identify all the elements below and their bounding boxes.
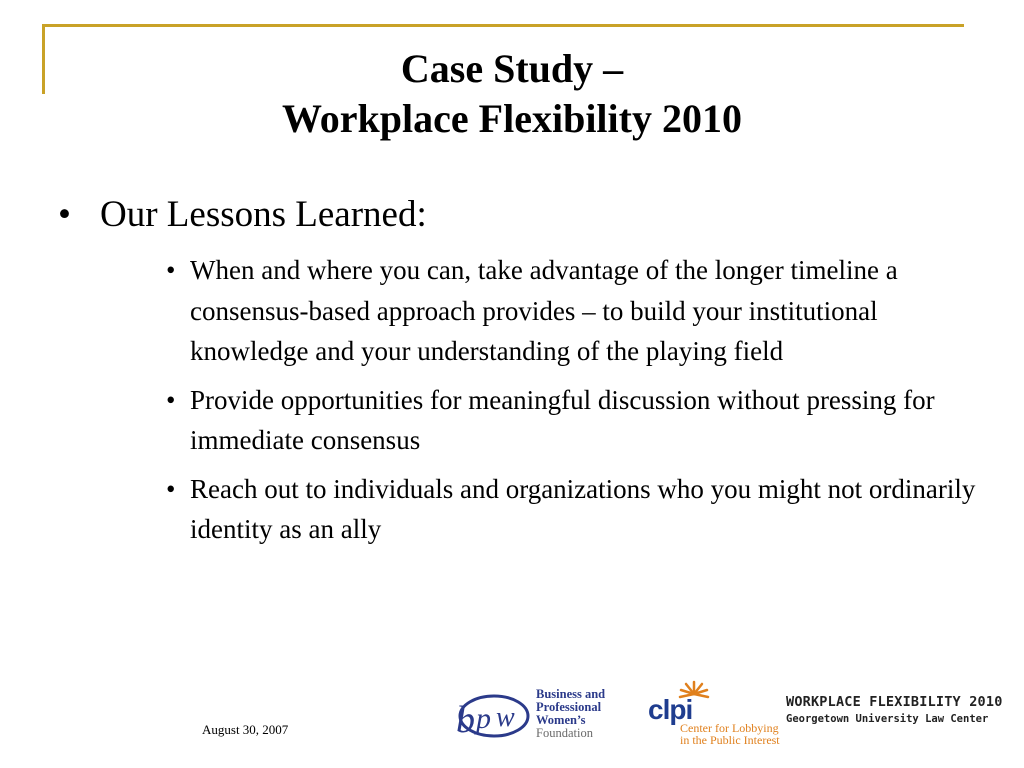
sub-bullet-item — [166, 380, 976, 461]
bullet-icon: • — [166, 473, 176, 504]
bpw-foundation-logo — [450, 686, 630, 746]
wf-logo-line-2: Georgetown University Law Center — [786, 713, 989, 725]
clpi-sub-line-1: Center for Lobbying — [680, 721, 779, 735]
slide-title — [0, 44, 1024, 144]
sub-bullet-item — [166, 469, 976, 550]
sub-bullet-list — [166, 250, 976, 558]
clpi-wordmark: clpi — [648, 694, 693, 725]
workplace-flexibility-logo — [786, 694, 1006, 725]
frame-top-rule — [42, 24, 964, 27]
bullet-icon: • — [166, 384, 176, 415]
bpw-logo-text — [536, 688, 605, 740]
sub-bullet-text: Provide opportunities for meaningful discussion without pressing for immediate consensus — [190, 384, 935, 455]
title-line-1: Case Study – — [400, 46, 624, 91]
bpw-emblem-icon — [450, 686, 534, 746]
bullet-icon: • — [58, 194, 71, 235]
sub-bullet-text: Reach out to individuals and organizations who you might not ordinarily identity as an ally — [190, 473, 976, 544]
bpw-line-2: Professional — [536, 700, 602, 714]
bpw-line-4: Foundation — [536, 726, 593, 740]
bpw-line-3: Women’s — [536, 713, 586, 727]
main-bullet — [58, 192, 427, 238]
wf-logo-line-1: WORKPLACE FLEXIBILITY 2010 — [786, 694, 1003, 710]
svg-text:p: p — [476, 702, 491, 735]
main-bullet-text: Our Lessons Learned: — [100, 194, 427, 235]
sub-bullet-item — [166, 250, 976, 372]
bullet-icon: • — [166, 255, 176, 285]
clpi-logo — [644, 680, 794, 746]
clpi-sub-line-2: in the Public Interest — [680, 733, 780, 747]
clpi-subtitle — [680, 722, 780, 746]
sub-bullet-text: When and where you can, take advantage of the longer timeline a consensus-based approach provides – to build your institutional knowledge and your understanding of the playing field — [190, 255, 898, 366]
bpw-line-1: Business and — [536, 687, 606, 701]
svg-text:w: w — [496, 702, 515, 733]
footer-date: August 30, 2007 — [202, 722, 289, 737]
svg-text:b: b — [456, 699, 475, 741]
title-line-2: Workplace Flexibility 2010 — [282, 96, 742, 141]
